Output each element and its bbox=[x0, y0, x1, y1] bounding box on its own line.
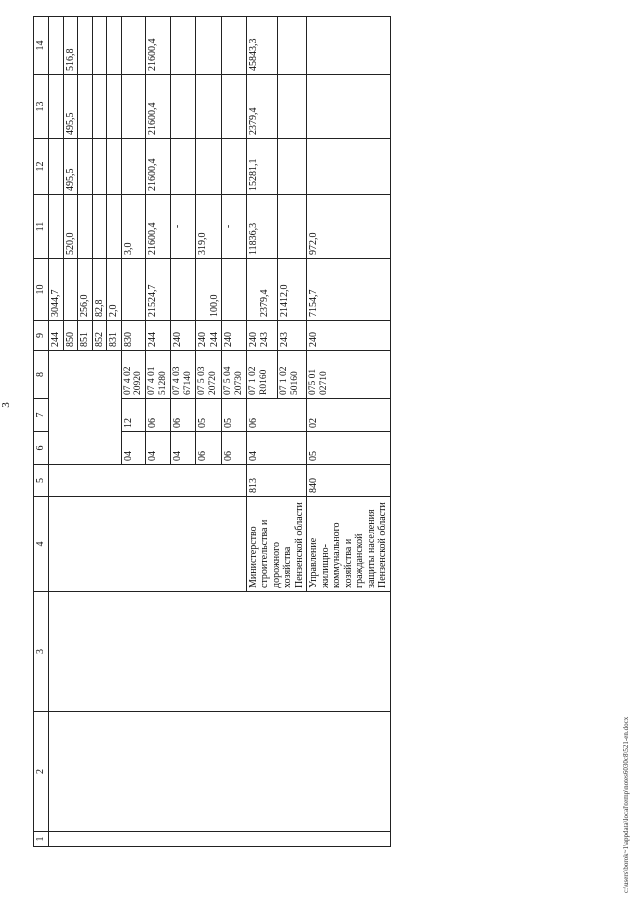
col-header: 5 bbox=[34, 465, 49, 497]
cell-c9 bbox=[196, 321, 222, 351]
cell-c5: 813 bbox=[246, 465, 307, 497]
cell-c12 bbox=[49, 139, 64, 195]
cell-c10-value: 100,0 bbox=[208, 294, 220, 317]
cell-c14 bbox=[92, 17, 107, 75]
cell-empty bbox=[49, 351, 122, 465]
cell-c11: 11836,3 bbox=[246, 195, 277, 259]
cell-c13 bbox=[277, 75, 307, 139]
cell-c11: 21600,4 bbox=[146, 195, 171, 259]
cell-c8: 075 01 02710 bbox=[307, 351, 391, 399]
cell-c7: 12 bbox=[121, 399, 146, 432]
cell-c6: 06 bbox=[222, 432, 247, 465]
cell-c9-lower: 244 bbox=[208, 332, 220, 347]
cell-c13 bbox=[307, 75, 391, 139]
col-header: 8 bbox=[34, 351, 49, 399]
cell-c11: - bbox=[171, 195, 196, 259]
cell-c10 bbox=[63, 259, 78, 321]
cell-c9: 831 bbox=[107, 321, 122, 351]
cell-c9-lower: 243 bbox=[259, 332, 271, 347]
cell-c13 bbox=[49, 75, 64, 139]
cell-empty bbox=[49, 465, 247, 497]
cell-c9-upper: 240 bbox=[197, 332, 209, 347]
cell-c13: 2379,4 bbox=[246, 75, 277, 139]
col-header: 1 bbox=[34, 832, 49, 847]
cell-c9: 243 bbox=[277, 321, 307, 351]
cell-c14 bbox=[107, 17, 122, 75]
cell-c7: 06 bbox=[171, 399, 196, 432]
cell-c5: 840 bbox=[307, 465, 391, 497]
cell-c12 bbox=[107, 139, 122, 195]
cell-c9: 244 bbox=[49, 321, 64, 351]
cell-c10-value: 2379,4 bbox=[259, 289, 271, 317]
cell-empty bbox=[49, 832, 391, 847]
cell-c13 bbox=[171, 75, 196, 139]
cell-c11 bbox=[277, 195, 307, 259]
cell-c13 bbox=[92, 75, 107, 139]
cell-c9: 240 bbox=[171, 321, 196, 351]
cell-c11: 972,0 bbox=[307, 195, 391, 259]
col-header: 9 bbox=[34, 321, 49, 351]
cell-c7: 06 bbox=[146, 399, 171, 432]
cell-c10 bbox=[121, 259, 146, 321]
cell-c12 bbox=[277, 139, 307, 195]
cell-c9: 850 bbox=[63, 321, 78, 351]
cell-c7: 05 bbox=[196, 399, 222, 432]
col-header: 11 bbox=[34, 195, 49, 259]
budget-table bbox=[33, 16, 391, 847]
cell-c13 bbox=[107, 75, 122, 139]
col-header: 2 bbox=[34, 712, 49, 832]
cell-c13 bbox=[222, 75, 247, 139]
cell-c11 bbox=[49, 195, 64, 259]
cell-c9: 852 bbox=[92, 321, 107, 351]
cell-c6: 04 bbox=[121, 432, 146, 465]
cell-c14 bbox=[277, 17, 307, 75]
cell-c10: 2,0 bbox=[107, 259, 122, 321]
cell-c10 bbox=[196, 259, 222, 321]
cell-c11 bbox=[92, 195, 107, 259]
cell-c10 bbox=[171, 259, 196, 321]
cell-c10 bbox=[222, 259, 247, 321]
cell-c14 bbox=[121, 17, 146, 75]
footer-file-path: c:\users\borok~1\appdata\local\temp\notes6030c8\521-en.docx bbox=[622, 716, 630, 893]
cell-c13 bbox=[78, 75, 93, 139]
cell-c6: 05 bbox=[307, 432, 391, 465]
cell-empty bbox=[49, 712, 391, 832]
cell-empty bbox=[49, 497, 247, 592]
cell-c14 bbox=[49, 17, 64, 75]
cell-c10: 3044,7 bbox=[49, 259, 64, 321]
cell-c8: 07 5 03 20720 bbox=[196, 351, 222, 399]
cell-c11 bbox=[78, 195, 93, 259]
cell-c9: 240 bbox=[307, 321, 391, 351]
cell-c13: 495,5 bbox=[63, 75, 78, 139]
cell-c10 bbox=[246, 259, 277, 321]
cell-c9: 851 bbox=[78, 321, 93, 351]
cell-c14 bbox=[222, 17, 247, 75]
cell-c4: Управление жилищно-коммунального хозяйства и гражданской защиты населения Пензенской области bbox=[307, 497, 391, 592]
cell-c14: 45843,3 bbox=[246, 17, 277, 75]
cell-c12: 495,5 bbox=[63, 139, 78, 195]
cell-c12 bbox=[196, 139, 222, 195]
cell-c13 bbox=[196, 75, 222, 139]
page-number: 3 bbox=[0, 402, 12, 408]
cell-c13: 21600,4 bbox=[146, 75, 171, 139]
cell-c11: - bbox=[222, 195, 247, 259]
col-header: 6 bbox=[34, 432, 49, 465]
cell-c12 bbox=[92, 139, 107, 195]
cell-c10: 82,8 bbox=[92, 259, 107, 321]
cell-c9 bbox=[246, 321, 277, 351]
cell-c12: 15281,1 bbox=[246, 139, 277, 195]
cell-c8: 07 4 02 20920 bbox=[121, 351, 146, 399]
cell-c13 bbox=[121, 75, 146, 139]
col-header: 7 bbox=[34, 399, 49, 432]
cell-c14 bbox=[171, 17, 196, 75]
cell-c10: 256,0 bbox=[78, 259, 93, 321]
cell-empty bbox=[49, 592, 391, 712]
cell-c6: 04 bbox=[146, 432, 171, 465]
cell-c6: 04 bbox=[171, 432, 196, 465]
col-header: 10 bbox=[34, 259, 49, 321]
cell-c8: 07 1 02 R0160 bbox=[246, 351, 277, 399]
cell-c12 bbox=[307, 139, 391, 195]
cell-c11: 520,0 bbox=[63, 195, 78, 259]
cell-c12 bbox=[121, 139, 146, 195]
header-row bbox=[34, 17, 49, 847]
cell-c14 bbox=[307, 17, 391, 75]
cell-c11: 3,0 bbox=[121, 195, 146, 259]
cell-c10: 21412,0 bbox=[277, 259, 307, 321]
cell-c12 bbox=[78, 139, 93, 195]
cell-c7: 02 bbox=[307, 399, 391, 432]
cell-c9-upper: 240 bbox=[247, 332, 259, 347]
col-header: 12 bbox=[34, 139, 49, 195]
cell-c10: 7154,7 bbox=[307, 259, 391, 321]
cell-c9: 244 bbox=[146, 321, 171, 351]
cell-c12 bbox=[171, 139, 196, 195]
col-header: 3 bbox=[34, 592, 49, 712]
cell-c14 bbox=[78, 17, 93, 75]
cell-c11: 319,0 bbox=[196, 195, 222, 259]
cell-c10: 21524,7 bbox=[146, 259, 171, 321]
cell-c14 bbox=[196, 17, 222, 75]
cell-c12 bbox=[222, 139, 247, 195]
cell-c7: 06 bbox=[246, 399, 307, 432]
cell-c9: 240 bbox=[222, 321, 247, 351]
cell-c7: 05 bbox=[222, 399, 247, 432]
cell-c8: 07 1 02 50160 bbox=[277, 351, 307, 399]
cell-c8: 07 4 03 67140 bbox=[171, 351, 196, 399]
col-header: 13 bbox=[34, 75, 49, 139]
cell-c6: 06 bbox=[196, 432, 222, 465]
table-row bbox=[49, 17, 64, 847]
cell-c8: 07 5 04 20730 bbox=[222, 351, 247, 399]
cell-c8: 07 4 01 51280 bbox=[146, 351, 171, 399]
cell-c9: 830 bbox=[121, 321, 146, 351]
cell-c14: 516,8 bbox=[63, 17, 78, 75]
col-header: 14 bbox=[34, 17, 49, 75]
col-header: 4 bbox=[34, 497, 49, 592]
cell-c14: 21600,4 bbox=[146, 17, 171, 75]
cell-c4: Министерство строительства и дорожного хозяйства Пензенской области bbox=[246, 497, 307, 592]
cell-c6: 04 bbox=[246, 432, 307, 465]
cell-c12: 21600,4 bbox=[146, 139, 171, 195]
cell-c11 bbox=[107, 195, 122, 259]
